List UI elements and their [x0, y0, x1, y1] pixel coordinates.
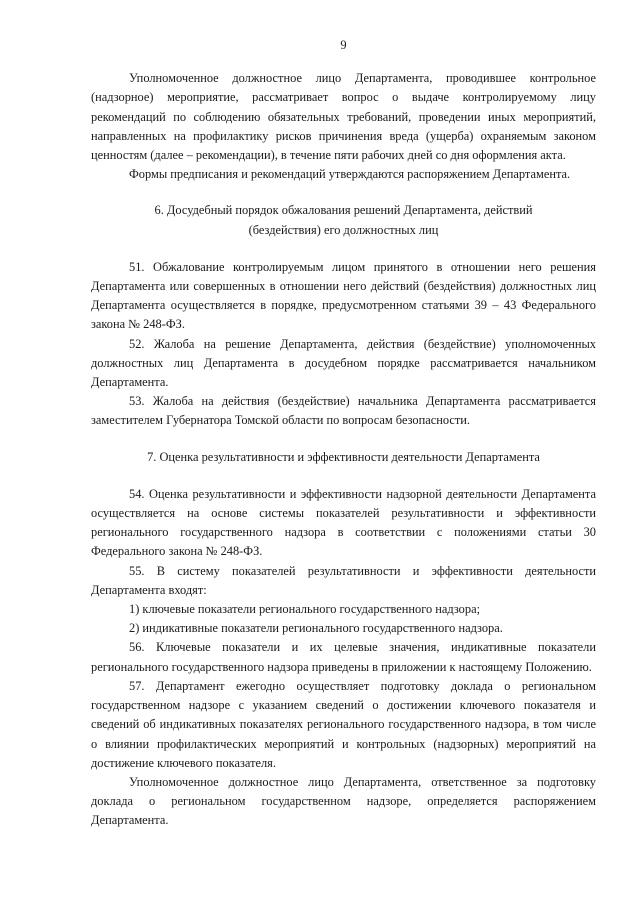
paragraph-55: 55. В систему показателей результативности и эффективности деятельности Департамента входят: [91, 563, 596, 597]
page-content [91, 36, 596, 831]
section-7-heading: 7. Оценка результативности и эффективности деятельности Департамента [147, 449, 540, 464]
paragraph-53: 53. Жалоба на действия (бездействие) начальника Департамента рассматривается заместителем Губернатора Томской области по вопросам безопасности. [91, 394, 596, 428]
section-6-heading-line-1: 6. Досудебный порядок обжалования решений Департамента, действий [154, 203, 533, 218]
paragraph-57: 57. Департамент ежегодно осуществляет подготовку доклада о региональном государственном надзоре с указанием сведений о достижении ключевого показателя и сведений об индикативных показателях регионального государственного надзора, в том числе о влиянии профилактических мероприятий и контрольных (надзорных) мероприятий на достижение ключевого показателя. [91, 678, 596, 770]
paragraph-forms: Формы предписания и рекомендаций утверждаются распоряжением Департамента. [129, 167, 571, 182]
paragraph-responsible-official: Уполномоченное должностное лицо Департамента, ответственное за подготовку доклада о региональном государственном надзоре, определяется распоряжением Департамента. [91, 774, 596, 828]
paragraph-recommendations: Уполномоченное должностное лицо Департамента, проводившее контрольное (надзорное) мероприятие, рассматривает вопрос о выдаче контролируемому лицу рекомендаций по соблюдению обязательных требований, проведении иных мероприятий, направленных на профилактику рисков причинения вреда (ущерба) охраняемым законом ценностям (далее – рекомендации), в течение пяти рабочих дней со дня оформления акта. [91, 71, 596, 163]
section-6-heading-line-2: (бездействия) его должностных лиц [248, 222, 439, 237]
list-item-key-indicators: 1) ключевые показатели регионального государственного надзора; [129, 602, 481, 617]
paragraph-54: 54. Оценка результативности и эффективности надзорной деятельности Департамента осуществляется на основе системы показателей результативности и эффективности регионального государственного надзора в соответствии с положениями статьи 30 Федерального закона № 248-ФЗ. [91, 486, 596, 559]
paragraph-56: 56. Ключевые показатели и их целевые значения, индикативные показатели регионального государственного надзора приведены в приложении к настоящему Положению. [91, 640, 596, 674]
paragraph-51: 51. Обжалование контролируемым лицом принятого в отношении него решения Департамента или совершенных в отношении него действий (бездействия) должностных лиц Департамента осуществляется в порядке, предусмотренном статьями 39 – 43 Федерального закона № 248-ФЗ. [91, 259, 596, 332]
paragraph-52: 52. Жалоба на решение Департамента, действия (бездействие) уполномоченных должностных лиц Департамента в досудебном порядке рассматривается начальником Департамента. [91, 336, 596, 390]
page-number: 9 [340, 38, 347, 52]
list-item-indicative-indicators: 2) индикативные показатели регионального государственного надзора. [129, 621, 503, 636]
